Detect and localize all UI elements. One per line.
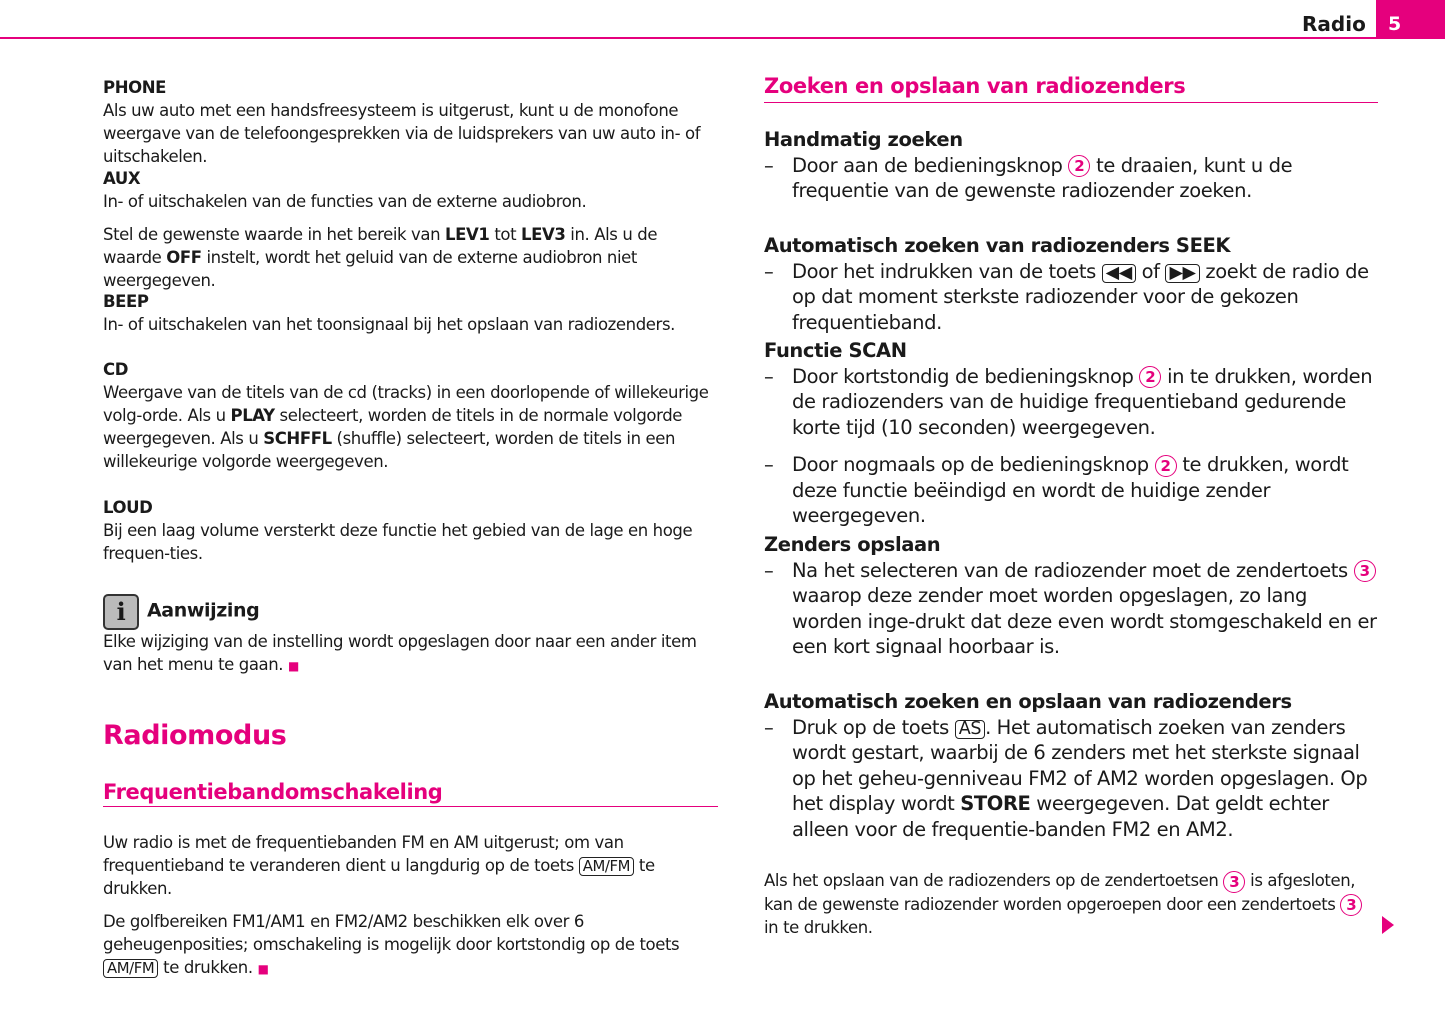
heading: Frequentiebandomschakeling xyxy=(103,781,718,807)
manual-section xyxy=(764,127,1378,204)
text: Bij een laag volume versterkt deze functie het gebied van de lage en hoge frequen-ties. xyxy=(103,521,693,563)
end-marker-icon: ■ xyxy=(288,659,299,673)
scan-section xyxy=(764,338,1378,529)
heading: Zenders opslaan xyxy=(764,533,941,556)
rewind-key-icon: ◀◀ xyxy=(1102,264,1136,283)
list-item: – Door aan de bedieningsknop 2 te draaien, kunt u de frequentie van de gewenste radiozender zoeken. xyxy=(764,153,1293,202)
text: Als uw auto met een handsfreesysteem is uitgerust, kunt u de monofone weergave van de telefoongesprekken via de luidsprekers van uw auto in- of uitschakelen. xyxy=(103,101,701,166)
text: Stel de gewenste waarde in het bereik van LEV1 tot LEV3 in. Als u de waarde OFF instelt, wordt het geluid van de externe audiobron niet weergegeven. xyxy=(103,225,658,290)
heading-radiomodus: Radiomodus xyxy=(103,720,287,751)
as-section xyxy=(764,689,1378,842)
footer-text: Als het opslaan van de radiozenders op de zendertoetsen 3 is afgesloten, kan de gewenste radiozender worden opgeroepen door een zendertoets 3 in te drukken. xyxy=(764,869,1378,939)
heading: CD xyxy=(103,360,129,379)
heading: Handmatig zoeken xyxy=(764,128,963,151)
phone-section xyxy=(103,76,718,168)
am-fm-key: AM/FM xyxy=(103,959,158,978)
loud-section xyxy=(103,496,718,565)
right-title: Zoeken en opslaan van radiozenders xyxy=(764,74,1378,103)
freq-section xyxy=(103,781,718,981)
text: Uw radio is met de frequentiebanden FM en AM uitgerust; om van frequentieband te veranderen dient u langdurig op de toets AM/FM te drukken. xyxy=(103,833,655,898)
heading: AUX xyxy=(103,169,141,188)
knob-2-icon: 2 xyxy=(1068,155,1090,177)
info-icon: i xyxy=(103,594,139,630)
next-page-arrow-icon xyxy=(1382,916,1394,934)
list-item: – Door het indrukken van de toets ◀◀ of ▶▶ zoekt de radio de op dat moment sterkste radiozender voor de gekozen frequentieband. xyxy=(764,259,1369,334)
knob-2-icon: 2 xyxy=(1139,366,1161,388)
cd-section xyxy=(103,358,718,473)
seek-section xyxy=(764,233,1378,335)
text: Elke wijziging van de instelling wordt opgeslagen door naar een ander item van het menu te gaan. ■ xyxy=(103,632,697,674)
heading: PHONE xyxy=(103,78,167,97)
preset-key-3-icon: 3 xyxy=(1354,560,1376,582)
as-key: AS xyxy=(955,720,985,739)
note-heading: i Aanwijzing xyxy=(103,594,718,630)
page-number: 5 xyxy=(1376,0,1445,38)
list-item: – Na het selecteren van de radiozender moet de zendertoets 3 waarop deze zender moet worden opgeslagen, zo lang worden inge-drukt dat deze even wordt stomgeschakeld en er een kort signaal hoorbaar is. xyxy=(764,558,1377,658)
list-item: – Druk op de toets AS . Het automatisch zoeken van zenders wordt gestart, waarbij de 6 zenders met het sterkste signaal op het geheu-genniveau FM2 of AM2 worden opgeslagen. Op het display wordt STORE weergegeven. Dat geldt echter alleen voor de frequentie-banden FM2 en AM2. xyxy=(764,715,1368,841)
end-marker-icon: ■ xyxy=(257,962,269,976)
knob-2-icon: 2 xyxy=(1155,455,1177,477)
text: In- of uitschakelen van de functies van de externe audiobron. xyxy=(103,192,587,211)
heading: Automatisch zoeken van radiozenders SEEK xyxy=(764,234,1231,257)
am-fm-key: AM/FM xyxy=(579,857,634,876)
preset-key-3-icon: 3 xyxy=(1223,871,1245,893)
heading: BEEP xyxy=(103,292,149,311)
header-rule xyxy=(0,37,1445,39)
preset-key-3-icon: 3 xyxy=(1340,894,1362,916)
list-item: – Door kortstondig de bedieningsknop 2 in te drukken, worden de radiozenders van de huidige frequentieband gedurende korte tijd (10 seconden) weergegeven. xyxy=(764,364,1373,439)
beep-section xyxy=(103,290,718,336)
note-section xyxy=(103,594,718,678)
aux-section xyxy=(103,167,718,292)
text: Weergave van de titels van de cd (tracks) in een doorlopende of willekeurige volg-orde. Als u PLAY selecteert, worden de titels in de normale volgorde weergegeven. Als u SCHFFL (shuffle) selecteert, worden de titels in een willekeurige volgorde weergegeven. xyxy=(103,383,709,471)
heading: LOUD xyxy=(103,498,153,517)
list-item: – Door nogmaals op de bedieningsknop 2 te drukken, wordt deze functie beëindigd en wordt de huidige zender weergegeven. xyxy=(764,453,1349,527)
text: In- of uitschakelen van het toonsignaal bij het opslaan van radiozenders. xyxy=(103,315,675,334)
section-title: Radio xyxy=(1302,12,1366,36)
text: De golfbereiken FM1/AM1 en FM2/AM2 beschikken elk over 6 geheugenposities; omschakeling is mogelijk door kortstondig op de toets AM/FM te drukken. ■ xyxy=(103,912,680,977)
store-section xyxy=(764,532,1378,660)
heading: Functie SCAN xyxy=(764,339,907,362)
fast-forward-key-icon: ▶▶ xyxy=(1165,264,1199,283)
heading: Automatisch zoeken en opslaan van radiozenders xyxy=(764,690,1292,713)
